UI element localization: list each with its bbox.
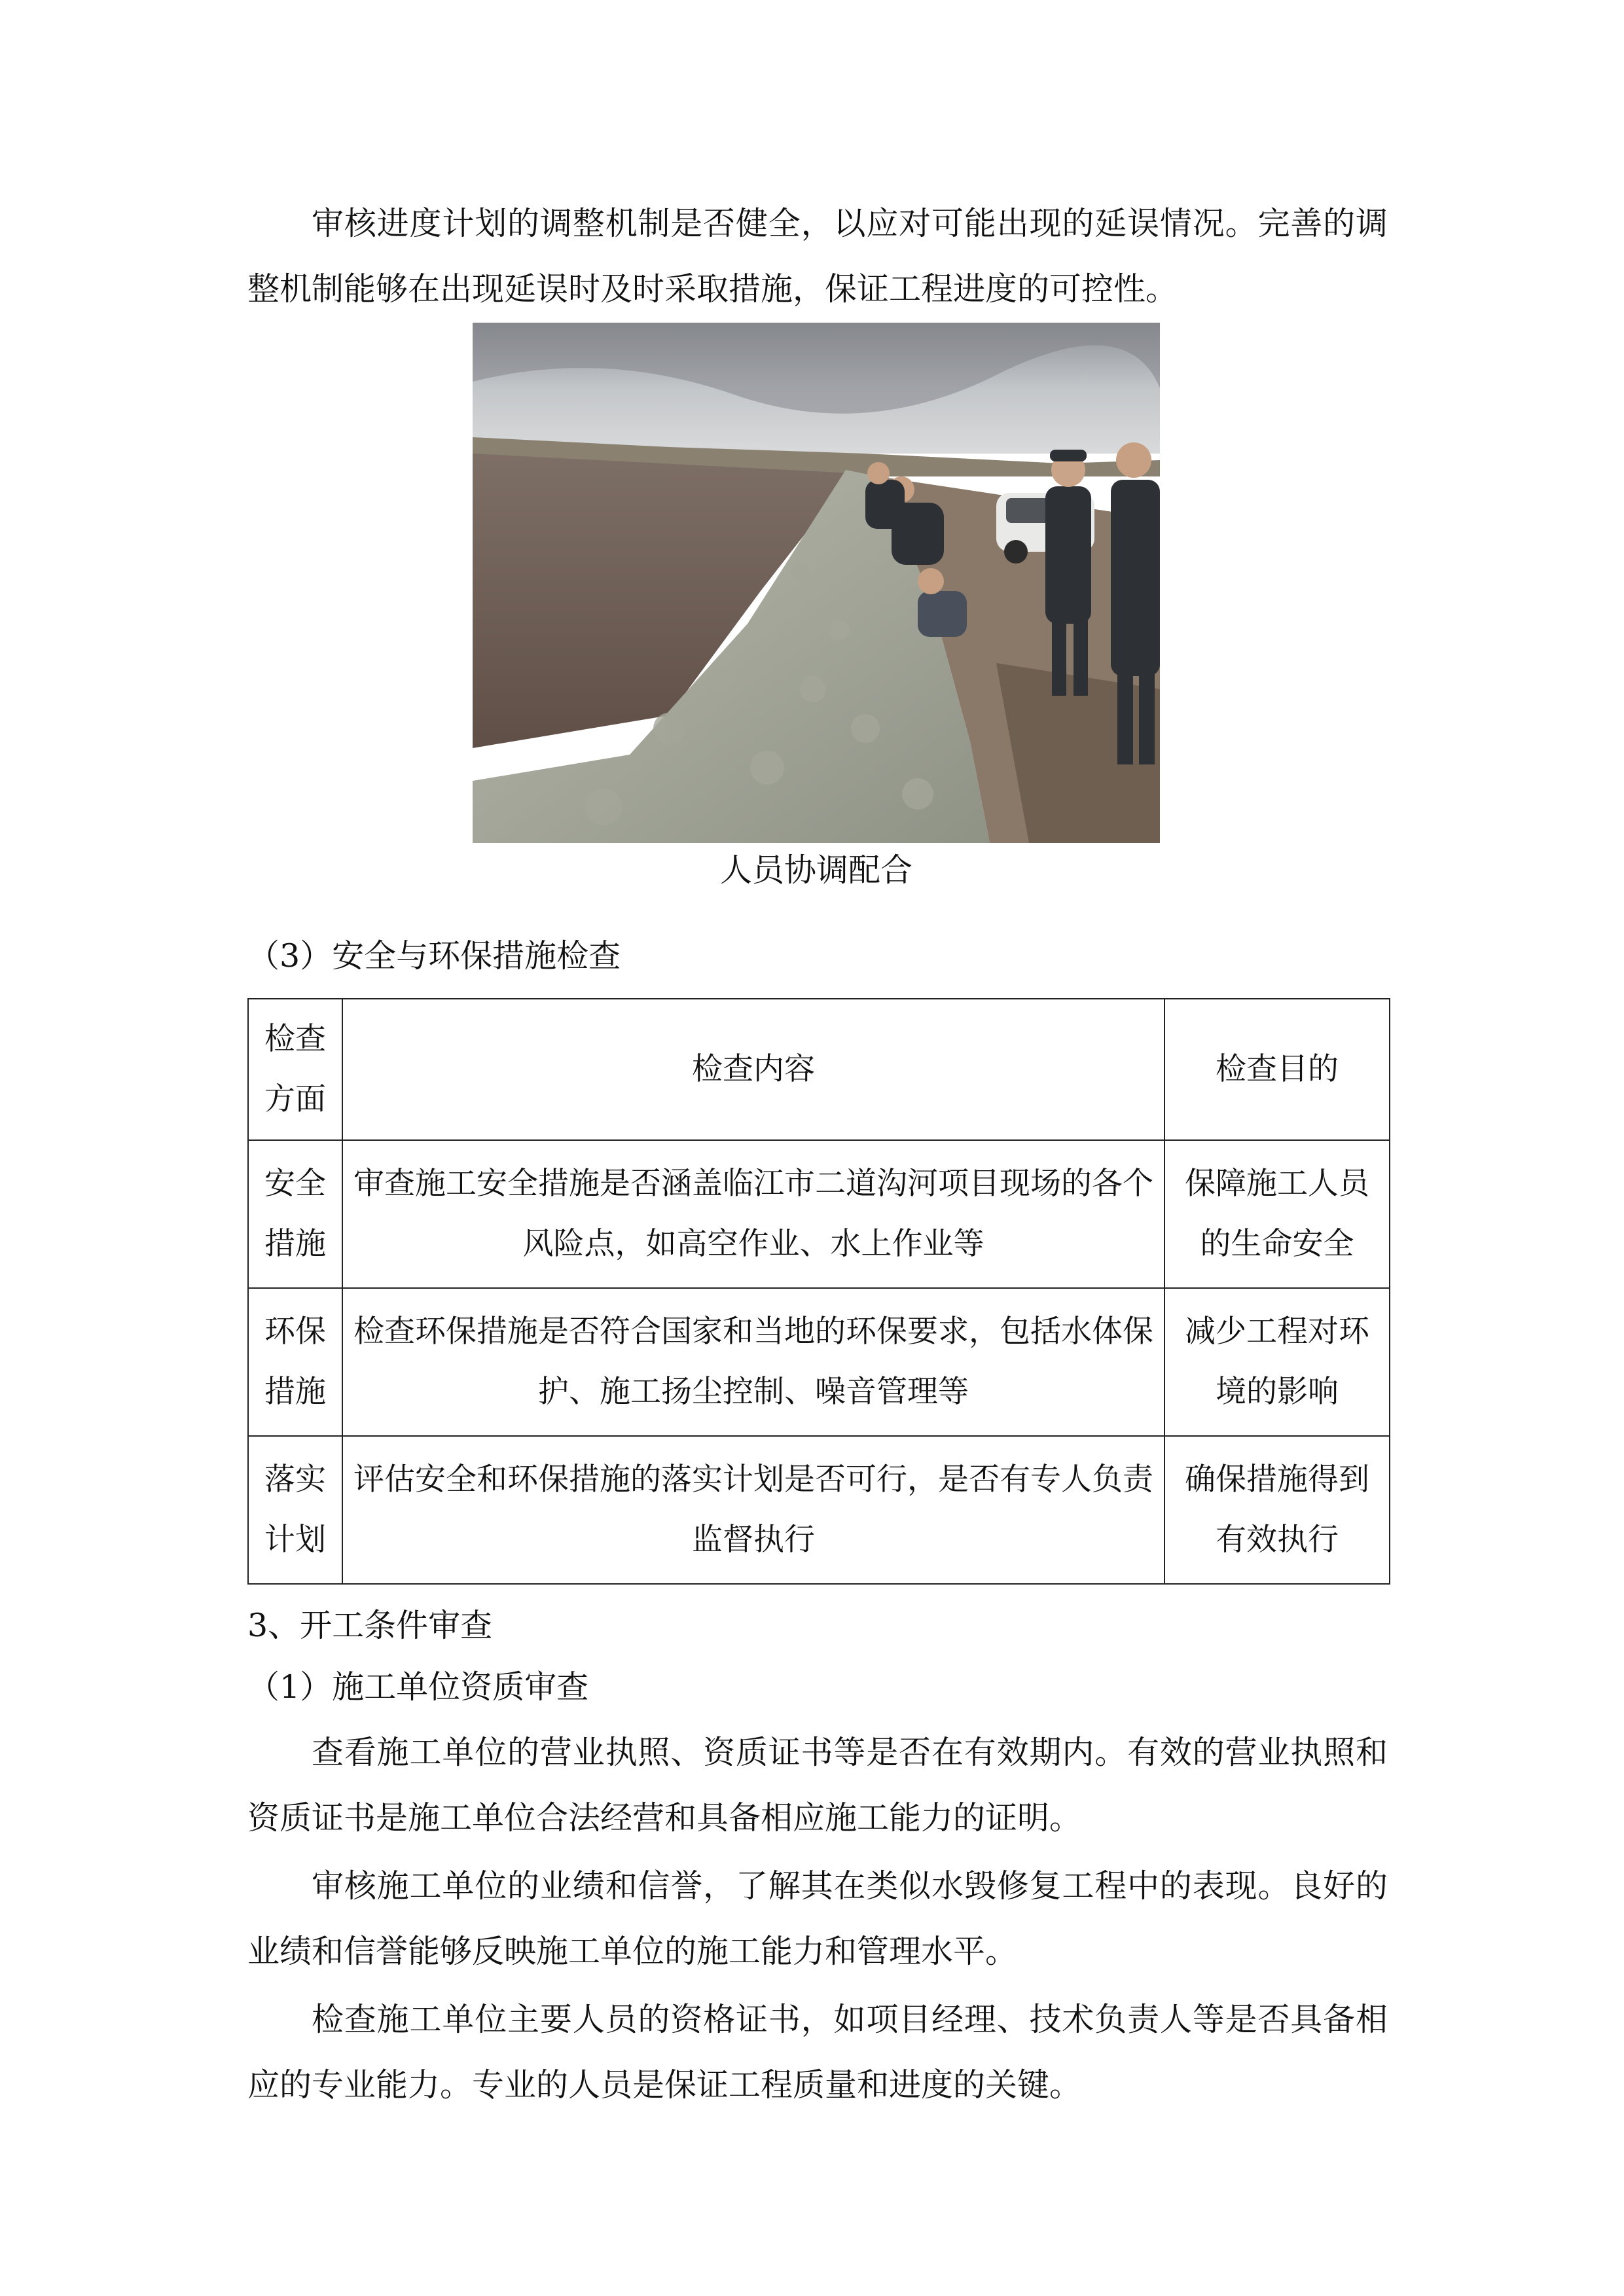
site-inspection-photo — [473, 323, 1160, 843]
table-header-aspect: 检查方面 — [248, 999, 342, 1140]
safety-environment-check-table — [247, 998, 1390, 1585]
table-cell-aspect: 落实计划 — [248, 1436, 342, 1584]
table-header-purpose: 检查目的 — [1164, 999, 1390, 1140]
paragraph-adjustment-mechanism: 审核进度计划的调整机制是否健全，以应对可能出现的延误情况。完善的调整机制能够在出现延误时及时采取措施，保证工程进度的可控性。 — [247, 205, 1388, 308]
section-heading-contractor-qualification: （1）施工单位资质审查 — [247, 1668, 589, 1706]
table-cell-purpose: 确保措施得到有效执行 — [1164, 1436, 1390, 1584]
table-row — [248, 1140, 1390, 1288]
table-cell-aspect: 安全措施 — [248, 1140, 342, 1288]
table-header-content: 检查内容 — [342, 999, 1164, 1140]
table-header-row — [248, 999, 1390, 1140]
paragraph-license-check: 查看施工单位的营业执照、资质证书等是否在有效期内。有效的营业执照和资质证书是施工单位合法经营和具备相应施工能力的证明。 — [247, 1734, 1388, 1837]
table-cell-purpose: 减少工程对环境的影响 — [1164, 1288, 1390, 1436]
table-row — [248, 1436, 1390, 1584]
table-cell-purpose: 保障施工人员的生命安全 — [1164, 1140, 1390, 1288]
section-heading-safety-environment: （3）安全与环保措施检查 — [247, 937, 621, 975]
section-heading-start-conditions: 3、开工条件审查 — [247, 1607, 493, 1644]
table-cell-content: 检查环保措施是否符合国家和当地的环保要求，包括水体保护、施工扬尘控制、噪音管理等 — [342, 1288, 1164, 1436]
table-row — [248, 1288, 1390, 1436]
table-cell-content: 审查施工安全措施是否涵盖临江市二道沟河项目现场的各个风险点，如高空作业、水上作业等 — [342, 1140, 1164, 1288]
table-cell-aspect: 环保措施 — [248, 1288, 342, 1436]
table-cell-content: 评估安全和环保措施的落实计划是否可行，是否有专人负责监督执行 — [342, 1436, 1164, 1584]
paragraph-personnel-certificates: 检查施工单位主要人员的资格证书，如项目经理、技术负责人等是否具备相应的专业能力。专业的人员是保证工程质量和进度的关键。 — [247, 2001, 1388, 2104]
figure-caption: 人员协调配合 — [719, 852, 912, 889]
paragraph-performance-reputation: 审核施工单位的业绩和信誉，了解其在类似水毁修复工程中的表现。良好的业绩和信誉能够反映施工单位的施工能力和管理水平。 — [247, 1867, 1388, 1970]
